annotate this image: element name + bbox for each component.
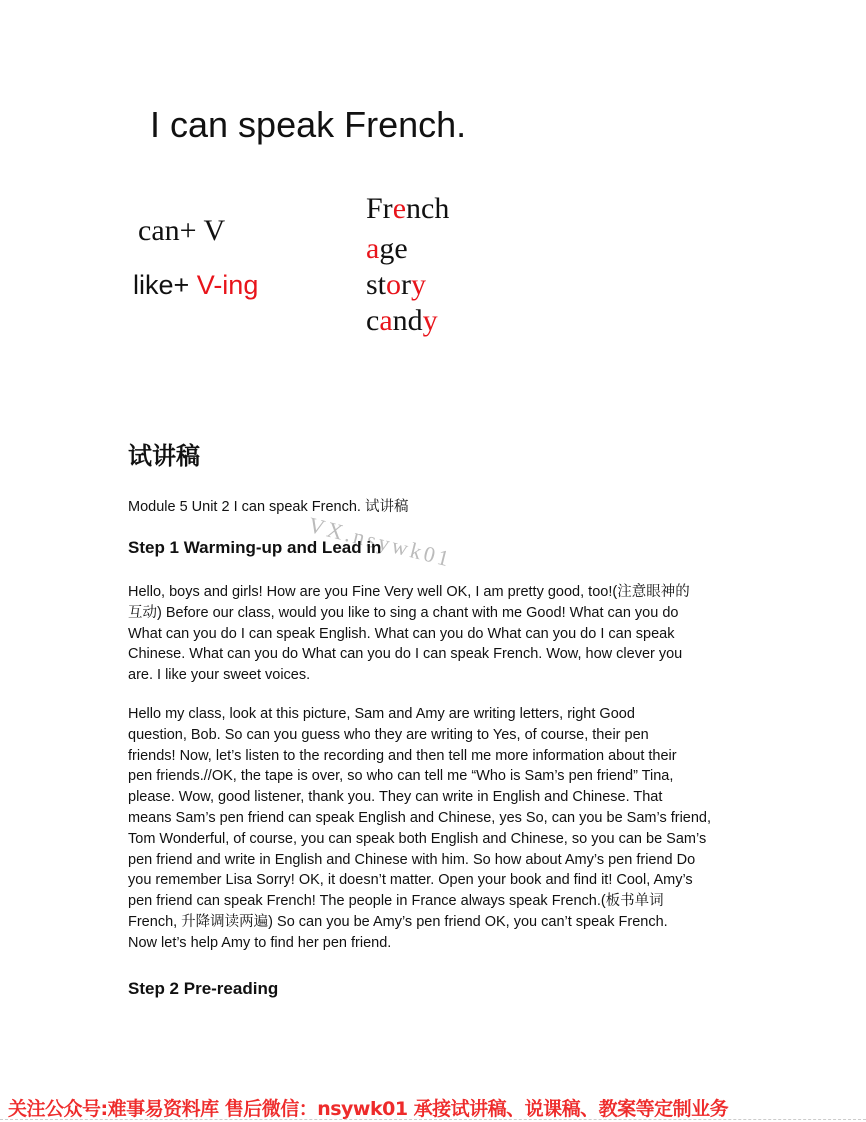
paragraph-line: question, Bob. So can you guess who they are writing to Yes, of course, their pen <box>128 726 649 743</box>
grammar-rule-can: can+ V <box>138 214 226 247</box>
paragraph-line: 互动) Before our class, would you like to sing a chant with me Good! What can you do <box>128 604 679 621</box>
grammar-rule-like <box>133 270 258 301</box>
paragraph-line: pen friend can speak French! The people in France always speak French.(板书单词 <box>128 893 664 910</box>
vocab-letters: nd <box>392 304 423 337</box>
vocab-word <box>366 192 449 226</box>
vocab-letters: y <box>422 304 438 337</box>
footer-divider <box>0 1119 866 1120</box>
vocab-letters: Fr <box>366 192 393 225</box>
rule-like-text: like+ <box>133 270 190 300</box>
vocab-letters: ge <box>379 232 408 265</box>
paragraph-line: Hello my class, look at this picture, Sam and Amy are writing letters, right Good <box>128 706 635 722</box>
paragraph-1 <box>128 582 768 686</box>
module-line: Module 5 Unit 2 I can speak French. 试讲稿 <box>128 499 409 515</box>
paragraph-line: please. Wow, good listener, thank you. They can write in English and Chinese. That <box>128 789 663 806</box>
paragraph-line: Hello, boys and girls! How are you Fine Very well OK, I am pretty good, too!(注意眼神的 <box>128 584 690 600</box>
paragraph-line: friends! Now, let’s listen to the recording and then tell me more information about their <box>128 747 677 764</box>
footer-banner: 关注公众号:难事易资料库 售后微信：nsywk01 承接试讲稿、说课稿、教案等定制业务 <box>8 1098 729 1120</box>
vocab-letters: y <box>411 268 427 301</box>
paragraph-line: French, 升降调读两遍) So can you be Amy’s pen friend OK, you can’t speak French. <box>128 913 668 930</box>
paragraph-line: What can you do I can speak English. What can you do What can you do I can speak <box>128 625 675 642</box>
paragraph-2 <box>128 704 768 954</box>
paragraph-line: Chinese. What can you do What can you do I can speak French. Wow, how clever you <box>128 646 683 663</box>
paragraph-line: Tom Wonderful, of course, you can speak both English and Chinese, so you can be Sam’s <box>128 830 707 847</box>
watermark: VX.nsywk01 <box>305 512 455 572</box>
paragraph-line: pen friends.//OK, the tape is over, so who can tell me “Who is Sam’s pen friend” Tina, <box>128 768 674 785</box>
vocab-letters: r <box>401 268 412 301</box>
paragraph-line: pen friend and write in English and Chinese with him. So how about Amy’s pen friend Do <box>128 851 696 868</box>
vocab-letters: e <box>392 192 407 225</box>
section-heading: 试讲稿 <box>128 442 200 470</box>
paragraph-line: are. I like your sweet voices. <box>128 667 311 684</box>
step1-heading: Step 1 Warming-up and Lead in <box>128 538 382 557</box>
vocab-letters: a <box>366 232 380 265</box>
vocab-word <box>366 232 408 266</box>
step2-heading: Step 2 Pre-reading <box>128 979 279 998</box>
paragraph-line: Now let’s help Amy to find her pen friend. <box>128 934 392 951</box>
paragraph-line: means Sam’s pen friend can speak English and Chinese, yes So, can you be Sam’s friend, <box>128 809 712 826</box>
vocab-letters: o <box>386 268 402 301</box>
vocab-word <box>366 304 438 338</box>
vocab-letters: c <box>366 304 380 337</box>
vocab-word <box>366 268 426 302</box>
vocab-letters: a <box>379 304 393 337</box>
vocab-letters: nch <box>406 192 450 225</box>
vocab-letters: st <box>366 268 387 301</box>
slide-title: I can speak French. <box>150 104 467 145</box>
rule-ving-text: V-ing <box>196 270 259 300</box>
paragraph-line: you remember Lisa Sorry! OK, it doesn’t matter. Open your book and find it! Cool, Amy’s <box>128 872 693 889</box>
